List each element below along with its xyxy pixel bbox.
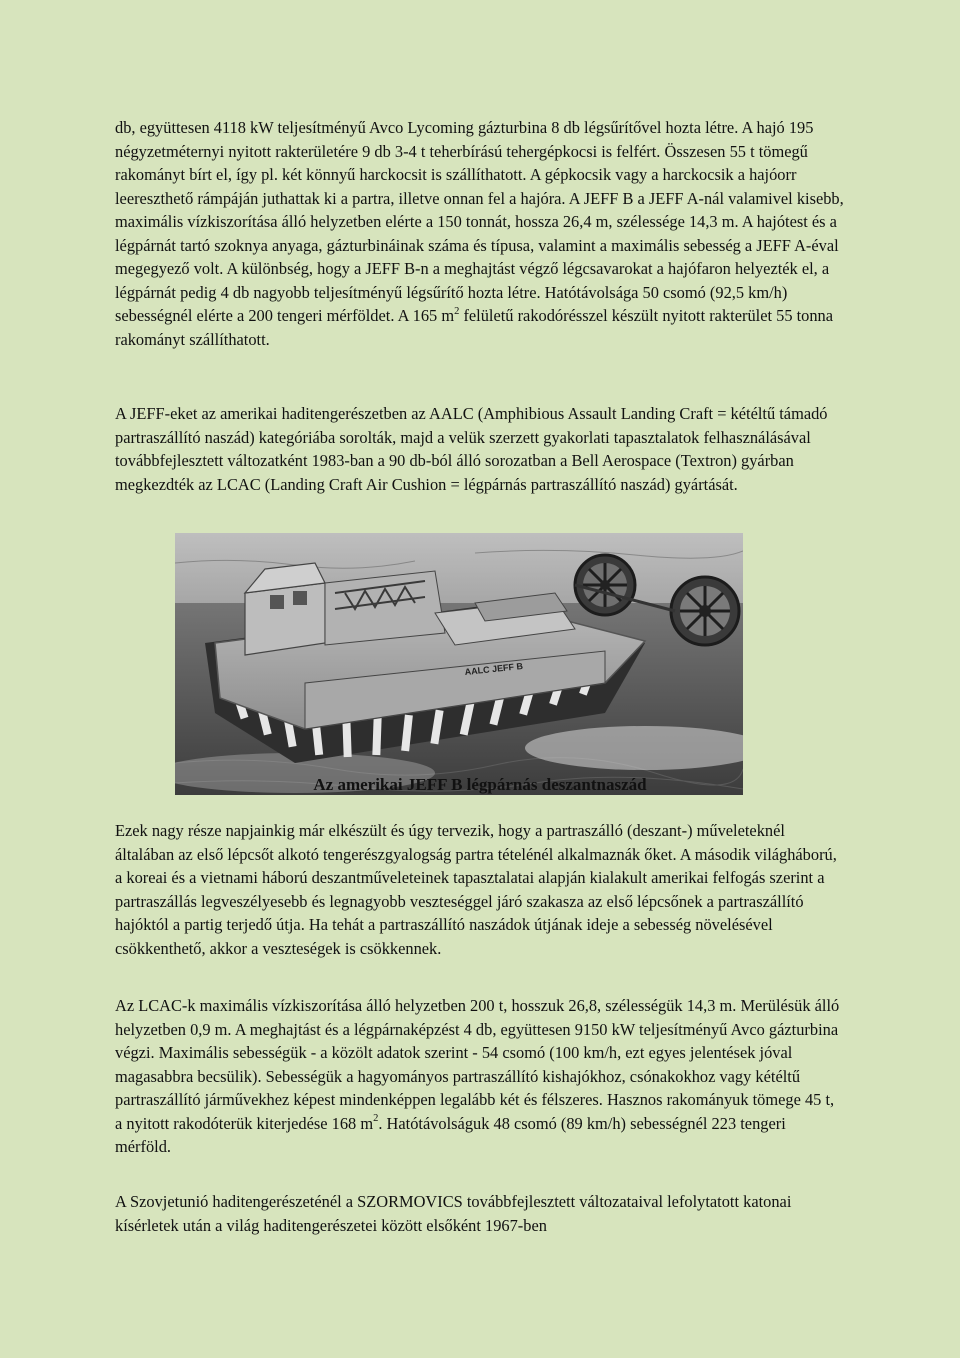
superscript: 2: [373, 1113, 379, 1125]
paragraph-text: . Hatótávolságuk 48 csomó (89 km/h) sebességnél 223 tengeri mérföld.: [115, 1113, 786, 1156]
paragraph-text: felületű rakodórésszel készült nyitott rakterület 55 tonna rakományt szállíthatott.: [115, 306, 834, 349]
paragraph-soviet-navy: A Szovjetunió haditengerészeténél a SZORMOVICS továbbfejlesztett változataival lefolytatott katonai kísérletek után a világ haditengerészetei között elsőként 1967-ben: [115, 1192, 792, 1235]
hull-marking: AALC JEFF B: [464, 660, 524, 677]
paragraph-aalc-lcac: A JEFF-eket az amerikai haditengerészetben az AALC (Amphibious Assault Landing Craft = kétéltű támadó partraszállító naszád) kategóriába sorolták, majd a velük szerzett gyakorlati tapasztalatok felhasználásával továbbfejlesztett változatként 1983-ban a 90 db-ból álló sorozatban a Bell Aerospace (Textron) gyárban megkezdték az LCAC (Landing Craft Air Cushion = légpárnás partraszállító naszád) gyártását.: [115, 404, 828, 494]
figure-caption: Az amerikai JEFF B légpárnás deszantnaszád: [313, 775, 647, 794]
hovercraft-photo: [175, 533, 743, 795]
paragraph-landing-doctrine: Ezek nagy része napjainkig már elkészült és úgy tervezik, hogy a partraszálló (deszant-) műveleteknél általában az első lépcsőt alkotó tengerészgyalogság partra tételénél alkalmaznák őket. A második világháború, a koreai és a vietnami háború deszantműveleteinek tapasztalatai alapján kialakult amerikai felfogás szerint a partraszállás legveszélyesebb és legnagyobb veszteséggel járó szakasza az első lépcsőnek a partraszállító hajóktól a partig terjedő útja. Ha tehát a partraszállító naszádok útjának ideje a sebesség növelésével csökkenthető, akkor a veszteségek is csökkennek.: [115, 821, 837, 958]
paragraph-jeff-b-specs: [115, 116, 845, 351]
paragraph-text: Az LCAC-k maximális vízkiszorítása álló helyzetben 200 t, hosszuk 26,8, szélességük 14,3 m. Merülésük álló helyzetben 0,9 m. A meghajtást és a légpárnaképzést 4 db, együttesen 9150 kW teljesítményű Avco gázturbina végzi. Maximális sebességük - a közölt adatok szerint - 54 csomó (100 km/h, ezt egyes jelentések jóval magasabbra becsülik). Sebességük a hagyományos partraszállító kishajókhoz, csónakokhoz vagy kétéltű partraszállító járművekhez képest mindenképpen legalább két és félszeres. Hasznos rakományuk tömege 45 t, a nyitott rakodóterük kiterjedése 168 m: [115, 996, 840, 1133]
paragraph-lcac-specs: [115, 994, 845, 1159]
superscript: 2: [454, 305, 460, 317]
paragraph-text: db, együttesen 4118 kW teljesítményű Avco Lycoming gázturbina 8 db légsűrítővel hozta létre. A hajó 195 négyzetméternyi nyitott rakterületére 9 db 3-4 t teherbírású tehergépkocsi is felfért. Összesen 55 t tömegű rakományt bírt el, így pl. két könnyű harckocsit is szállíthatott. A gépkocsik vagy a harckocsik a hajóorr leereszthető rámpáján juthattak ki a partra, illetve onnan fel a hajóra. A JEFF B a JEFF A-nál valamivel kisebb, maximális vízkiszorítása álló helyzetben elérte a 150 tonnát, hossza 26,4 m, szélessége 14,3 m. A hajótest és a légpárnát tartó szoknya anyaga, gázturbináinak száma és típusa, valamint a maximális sebesség a JEFF A-éval megegyező volt. A különbség, hogy a JEFF B-n a meghajtást végző légcsavarokat a hajófaron helyezték el, a légpárnát pedig 4 db nagyobb teljesítményű légsűrítő hozta létre. Hatótávolsága 50 csomó (92,5 km/h) sebességnél elérte a 200 tengeri mérföldet. A 165 m: [115, 118, 844, 325]
